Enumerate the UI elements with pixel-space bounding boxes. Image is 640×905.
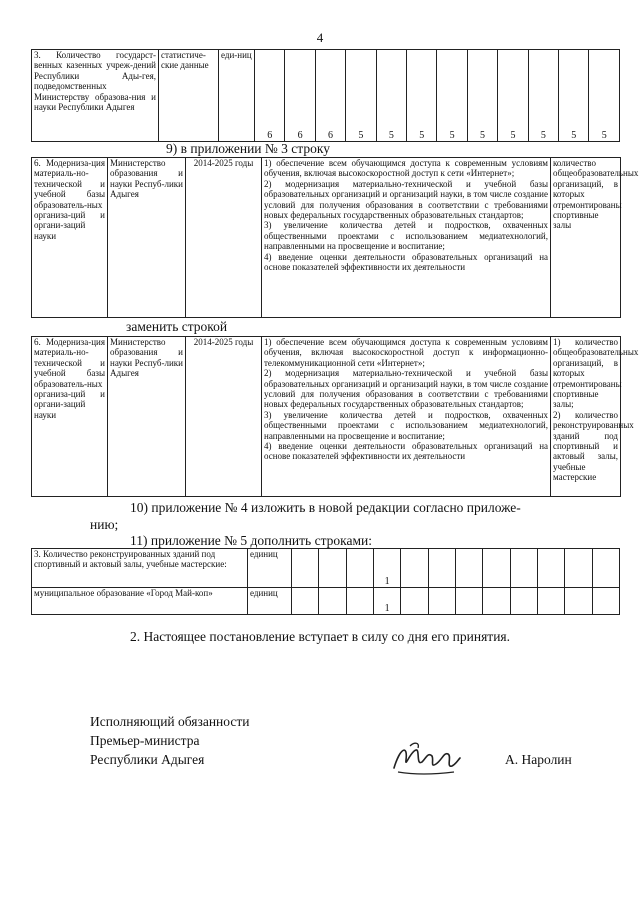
value-cell: 5 (346, 50, 376, 142)
value-cell: 5 (559, 50, 589, 142)
value-cell: 5 (407, 50, 437, 142)
heading-item-9: 9) в приложении № 3 строку (166, 141, 330, 156)
value-cell: 5 (376, 50, 406, 142)
period-cell: 2014-2025 годы (186, 337, 262, 497)
value-cell: 5 (437, 50, 467, 142)
executor-cell: Министерство образования и науки Респуб-лики Адыгея (108, 158, 186, 318)
page-number: 4 (316, 30, 324, 45)
table-program-new (31, 336, 639, 497)
value-cell: 5 (528, 50, 558, 142)
heading-item-11: 11) приложение № 5 дополнить строками: (130, 533, 373, 548)
handwritten-signature-icon (390, 738, 462, 780)
heading-item-10-line1: 10) приложение № 4 изложить в новой редакции согласно приложе- (130, 500, 521, 515)
heading-replace: заменить строкой (126, 319, 228, 334)
table-appendix5-rows (31, 548, 620, 615)
source-cell: статистиче-ские данные (159, 50, 219, 142)
value-cell: 5 (467, 50, 497, 142)
value-cell: 5 (589, 50, 620, 142)
executor-cell: Министерство образования и науки Респуб-лики Адыгея (108, 337, 186, 497)
indicator-cell: 3. Количество государст-венных казенных учреж-дений Республики Ады-гея, подведомственных Министерству образова-ния и науки Республики Адыгея (32, 50, 159, 142)
period-cell: 2014-2025 годы (186, 158, 262, 318)
signatory-name: А. Наролин (505, 752, 572, 767)
row1-unit: единиц (248, 549, 292, 588)
row1-value: 1 (373, 549, 400, 588)
table-program-old (31, 157, 639, 318)
value-cell: 5 (498, 50, 528, 142)
row2-unit: единиц (248, 588, 292, 615)
value-cell: 6 (285, 50, 315, 142)
value-cell: 6 (255, 50, 285, 142)
program-cell: 6. Модерниза-ция материаль-но-технической и учебной базы образователь-ных организа-ций и органи-заций науки (32, 158, 108, 318)
measures-cell: 1) обеспечение всем обучающимся доступа к современным условиям обучения, включая высокоскоростной доступ к информационно-телекоммуникационной сети «Интернет»; 2) модернизация материально-технической и учебной базы образовательных организаций и организаций науки, в том числе создание условий для получения образования в соответствии с требованиями новых федеральных государственных образовательных стандартов; 3) увеличение количества детей и подростков, охваченных общественными проектами с использованием медиатехнологий, направленными на просвещение и воспитание; 4) введение оценки деятельности образовательных организаций на основе показателей эффективности их деятельности (262, 337, 551, 497)
row1-label: 3. Количество реконструированных зданий под спортивный и актовый залы, учебные мастерские: (32, 549, 248, 588)
signature-title-line1: Исполняющий обязанности (90, 714, 250, 729)
program-cell: 6. Модерниза-ция материаль-но-технической и учебной базы образователь-ных организа-ций и органи-заций науки (32, 337, 108, 497)
row2-label: муниципальное образование «Город Май-коп» (32, 588, 248, 615)
value-cell: 6 (315, 50, 345, 142)
indicators-cell: 1) количество общеобразовательных организаций, в которых отремонтированы спортивные залы; 2) количество реконструированных зданий под спортивный и актовый залы, учебные мастерские (551, 337, 621, 497)
table-institutions-count (31, 49, 620, 142)
signature-title-line3: Республики Адыгея (90, 752, 205, 767)
signature-title-line2: Премьер-министра (90, 733, 200, 748)
indicators-cell: количество общеобразовательных организаций, в которых отремонтированы спортивные залы (551, 158, 621, 318)
row2-value: 1 (373, 588, 400, 615)
heading-item-10-line2: нию; (90, 517, 119, 532)
paragraph-entry-into-force: 2. Настоящее постановление вступает в силу со дня его принятия. (130, 629, 511, 644)
unit-cell: еди-ниц (219, 50, 255, 142)
measures-cell: 1) обеспечение всем обучающимся доступа к современным условиям обучения, включая высокоскоростной доступ к сети «Интернет»; 2) модернизация материально-технической и учебной базы образовательных организаций и организаций науки, в том числе создание условий для получения образования в соответствии с требованиями новых федеральных государственных образовательных стандартов; 3) увеличение количества детей и подростков, охваченных общественными проектами с использованием медиатехнологий, направленными на просвещение и воспитание; 4) введение оценки деятельности образовательных организаций на основе показателей эффективности их деятельности (262, 158, 551, 318)
